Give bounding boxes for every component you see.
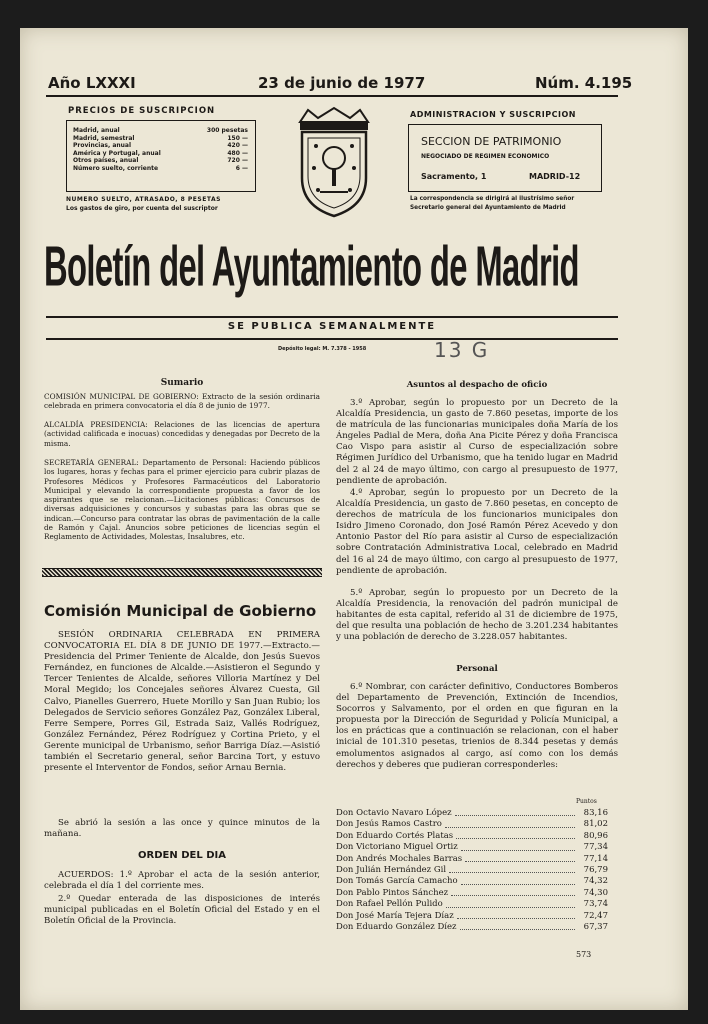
orden-title: ORDEN DEL DIA — [138, 850, 226, 861]
summary-item: SECRETARÍA GENERAL: Departamento de Personal: Haciendo públicos los lugares, horas y fechas para el primer ejercicio para cubrir plazas de Profesores Médicos y Profesores Farmacéuticos del Laboratorio Municipal y elevando la correspondiente propuesta a favor de los aspirantes que se relacionan.—Licitaciones públicas: Concursos de diversas adquisiciones y concursos y subastas para las obras que se indican.—Concurso para contratar las obras de pavimentación de la calle de Ramón y Cajal. Anuncios sobre peticiones de licencias según el Reglamento de Actividades, Molestas, Insalubres, etc. — [44, 458, 320, 542]
price-value: 150 — — [227, 134, 248, 142]
prices-list — [73, 127, 248, 172]
personnel-row — [336, 808, 608, 819]
dot-leader — [445, 819, 575, 827]
price-label: Provincias, anual — [73, 142, 132, 149]
personnel-points: 77,14 — [583, 853, 608, 864]
price-row — [73, 165, 248, 173]
masthead-rule-top — [46, 316, 618, 318]
personnel-name: Don Octavio Navaro López — [336, 808, 452, 818]
personnel-points: 80,96 — [583, 830, 608, 841]
prices-box — [66, 120, 256, 192]
header-rule — [46, 95, 618, 97]
masthead-rule-bottom — [46, 338, 618, 340]
personnel-points: 77,34 — [583, 842, 608, 853]
dot-leader — [451, 888, 575, 896]
personnel-row — [336, 922, 608, 933]
personnel-row — [336, 865, 608, 876]
dot-leader — [461, 876, 575, 884]
personnel-row — [336, 819, 608, 830]
price-row — [73, 142, 248, 150]
legal-deposit: Depósito legal: M. 7.378 - 1958 — [278, 346, 367, 352]
asuntos-title: Asuntos al despacho de oficio — [406, 380, 548, 390]
personnel-name: Don Eduardo González Díez — [336, 922, 457, 933]
commission-paragraph-4: 2.º Quedar enterada de las disposiciones de interés municipal publicadas en el Boletín Oficial del Estado y en el Boletín Oficial de la Provincia. — [44, 894, 320, 927]
personnel-points: 83,16 — [583, 808, 608, 818]
personnel-points: 76,79 — [583, 865, 608, 876]
summary-item: COMISIÓN MUNICIPAL DE GOBIERNO: Extracto de la sesión ordinaria celebrada en primera convocatoria el día 8 de junio de 1977. — [44, 392, 320, 411]
dot-leader — [456, 831, 575, 839]
price-value: 720 — — [227, 157, 248, 164]
admin-note-2: Secretario general del Ayuntamiento de Madrid — [410, 205, 566, 211]
price-row — [73, 135, 248, 143]
personnel-points: 67,37 — [583, 922, 608, 933]
commission-paragraph-1: SESIÓN ORDINARIA CELEBRADA EN PRIMERA CONVOCATORIA EL DÍA 8 DE JUNIO DE 1977.—Extracto.—Presidencia del Primer Teniente de Alcalde, don Jesús Suevos Fernández, en funciones de Alcalde.—Asistieron el Segundo y Tercer Tenientes de Alcalde, señores Villoria Martínez y Del Moral Megido; los Concejales señores Álvarez Cuesta, Gil Calvo, Pianelles Guerrero, Huete Morillo y San Juan Rubio; los Delegados de Servicio señores González Paz, Gonzálex Liberal, Ferre Sempere, Porres Gil, Estrada Saiz, Vallés Rodríguez, González Fernández, Pérez Rodríguez y Cortina Prieto, y el Gerente municipal de Urbanismo, señor Barriga Díaz.—Asistió también el Secretario general, señor Barcina Tort, y estuvo presente el Interventor de Fondos, señor Arnau Bernia. — [44, 630, 320, 774]
admin-city: MADRID-12 — [529, 172, 581, 181]
price-label: Madrid, semestral — [73, 134, 135, 142]
personnel-name: Don Eduardo Cortés Platas — [336, 830, 454, 841]
personal-title: Personal — [456, 664, 498, 674]
summary-title: Sumario — [160, 378, 204, 388]
price-value: 300 pesetas — [206, 127, 248, 134]
price-row — [73, 150, 248, 158]
price-label: Otros países, anual — [73, 157, 139, 164]
personnel-row — [336, 876, 608, 887]
admin-title: ADMINISTRACION Y SUSCRIPCION — [410, 110, 576, 119]
personnel-row — [336, 831, 608, 842]
personnel-points: 74,30 — [583, 887, 608, 898]
dot-leader — [460, 922, 575, 930]
personnel-row — [336, 842, 608, 853]
newspaper-page — [20, 28, 688, 1010]
price-value: 420 — — [227, 142, 248, 149]
right-paragraph-5: 5.º Aprobar, según lo propuesto por un Decreto de la Alcaldía Presidencia, la renovación del padrón municipal de habitantes de esta capital, referido al 31 de diciembre de 1975, del que resulta una población de hecho de 3.201.234 habitantes y una población de derecho de 3.228.057 habitantes. — [336, 588, 618, 643]
issue-date: 23 de junio de 1977 — [258, 74, 426, 92]
personnel-name: Don Tomás García Camacho — [336, 876, 458, 887]
personnel-name: Don Rafael Pellón Pulido — [336, 899, 443, 910]
personnel-name: Don Pablo Pintos Sánchez — [336, 887, 449, 898]
handwritten-note: 13 G — [434, 338, 490, 362]
masthead — [44, 222, 624, 312]
prices-title: PRECIOS DE SUSCRIPCION — [68, 106, 216, 116]
price-value: 480 — — [227, 149, 248, 157]
price-label: Número suelto, corriente — [73, 164, 159, 172]
admin-address: Sacramento, 1 — [421, 172, 487, 181]
price-label: América y Portugal, anual — [73, 149, 161, 157]
summary-item: ALCALDÍA PRESIDENCIA: Relaciones de las licencias de apertura (actividad calificada e inocuas) concedidas y denegadas por Decreto de la misma. — [44, 420, 320, 448]
issue-number: Núm. 4.195 — [535, 74, 633, 92]
prices-note-1: NUMERO SUELTO, ATRASADO, 8 PESETAS — [66, 196, 221, 203]
price-row — [73, 127, 248, 135]
commission-paragraph-3: ACUERDOS: 1.º Aprobar el acta de la sesión anterior, celebrada el día 1 del corriente mes. — [44, 870, 320, 892]
dot-leader — [457, 911, 575, 919]
madrid-coat-of-arms-icon — [290, 106, 378, 220]
dot-leader — [455, 808, 575, 816]
right-paragraph-3: 3.º Aprobar, según lo propuesto por un Decreto de la Alcaldía Presidencia, un gasto de 7.860 pesetas, importe de los de matrícula de las funcionarias municipales doña María de los Ángeles Padial de Mera, doña Ana Picite Pérez y doña Francisca Cao Vispo para asistir al Curso de especialización sobre Régimen Jurídico del Urbanismo, que ha tenido lugar en Madrid del 2 al 24 de mayo último, con cargo al presupuesto de 1977, pendiente de aprobación. — [336, 398, 618, 486]
personnel-name: Don Jesús Ramos Castro — [336, 819, 442, 830]
dot-leader — [461, 842, 575, 850]
price-label: Madrid, anual — [73, 127, 120, 134]
right-paragraph-6: 6.º Nombrar, con carácter definitivo, Conductores Bomberos del Departamento de Prevención, Extinción de Incendios, Socorros y Salvamento, por el orden en que figuran en la propuesta por la Dirección de Seguridad y Policía Municipal, a los en prácticas que a continuación se relacionan, con el haber inicial de 101.310 pesetas, trienios de 8.344 pesetas y demás emolumentos asignados al cargo, así como con los demás derechos y deberes que pudieran corresponderles: — [336, 682, 618, 770]
personnel-row — [336, 854, 608, 865]
admin-note-1: La correspondencia se dirigirá al ilustrísimo señor — [410, 196, 575, 202]
personnel-points: 73,74 — [583, 899, 608, 910]
commission-paragraph-2: Se abrió la sesión a las once y quince minutos de la mañana. — [44, 818, 320, 840]
personnel-row — [336, 911, 608, 922]
personnel-row — [336, 888, 608, 899]
issue-year: Año LXXXI — [48, 74, 136, 92]
personnel-name: Don Victoriano Miguel Ortiz — [336, 842, 458, 853]
price-row — [73, 157, 248, 165]
masthead-title: Boletín del Ayuntamiento de Madrid — [44, 235, 579, 299]
points-header: Puntos — [576, 798, 597, 805]
dot-leader — [449, 865, 575, 873]
dot-leader — [465, 854, 575, 862]
masthead-subtitle: SE PUBLICA SEMANALMENTE — [227, 321, 437, 332]
admin-sub: NEGOCIADO DE REGIMEN ECONOMICO — [421, 153, 550, 160]
admin-box — [408, 124, 602, 192]
personnel-list — [336, 808, 608, 933]
personnel-row — [336, 899, 608, 910]
admin-section: SECCION DE PATRIMONIO — [421, 135, 562, 148]
right-paragraph-4: 4.º Aprobar, según lo propuesto por un Decreto de la Alcaldía Presidencia, un gasto de 7.860 pesetas, en concepto de derechos de matrícula de los funcionarios municipales don Isidro Jimeno Coronado, don José Ramón Pérez Acevedo y don Antonio Pastor del Río para asistir al Curso de especialización sobre Contratación Administrativa Local, celebrado en Madrid del 16 al 24 de mayo último, con cargo al presupuesto de 1977, pendiente de aprobación. — [336, 488, 618, 576]
price-value: 6 — — [235, 164, 248, 172]
commission-title: Comisión Municipal de Gobierno — [44, 602, 317, 620]
personnel-name: Don Andrés Mochales Barras — [336, 853, 463, 864]
prices-note-2: Los gastos de giro, por cuenta del suscriptor — [66, 205, 218, 212]
personnel-points: 72,47 — [583, 910, 608, 921]
dot-leader — [446, 899, 575, 907]
personnel-points: 74,32 — [583, 876, 608, 887]
personnel-name: Don Julián Hernández Gil — [336, 865, 447, 876]
personnel-name: Don José María Tejera Díaz — [336, 910, 454, 921]
section-divider — [42, 568, 322, 577]
personnel-points: 81,02 — [583, 819, 608, 830]
page-number: 573 — [576, 950, 592, 959]
